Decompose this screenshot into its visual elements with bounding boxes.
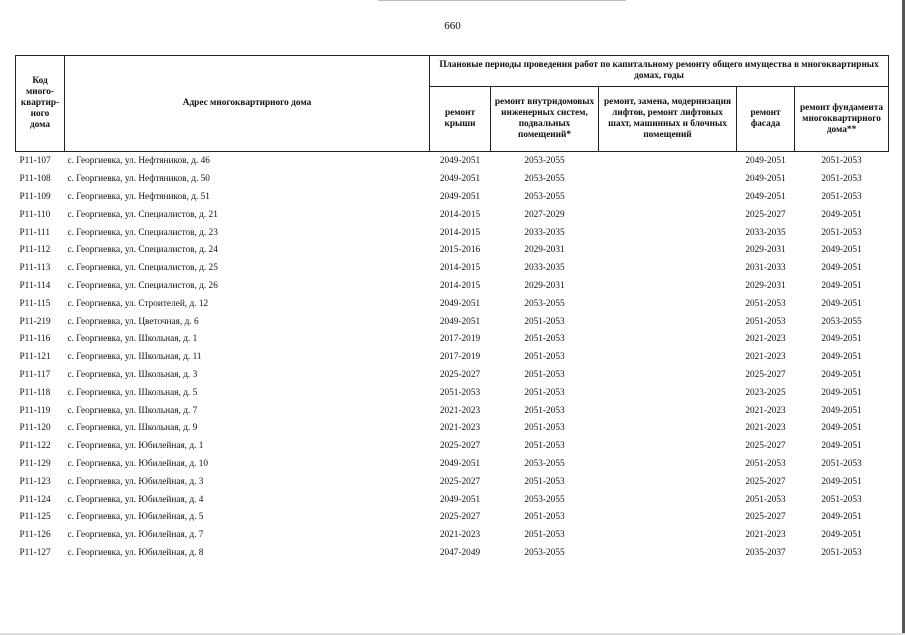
facade-period-cell: 2025-2027 xyxy=(745,441,786,452)
house-code-cell: P11-108 xyxy=(19,174,51,185)
address-cell: с. Георгиевка, ул. Строителей, д. 12 xyxy=(67,298,209,309)
roof-period-cell: 2014-2015 xyxy=(439,209,481,220)
foundation-period-cell: 2049-2051 xyxy=(821,352,862,363)
lifts-period-cell xyxy=(599,206,737,224)
address-cell: с. Георгиевка, ул. Юбилейная, д. 8 xyxy=(67,547,204,558)
table-row xyxy=(16,545,889,563)
foundation-period-cell: 2051-2053 xyxy=(821,547,862,558)
systems-repair-header: ремонт внутридомовых инженерных систем, подвальных помещений* xyxy=(491,87,599,152)
systems-period-cell: 2051-2053 xyxy=(524,512,565,523)
systems-period-cell: 2033-2035 xyxy=(524,227,565,238)
foundation-period-cell: 2049-2051 xyxy=(821,530,862,541)
lifts-period-cell xyxy=(599,456,737,474)
systems-period-cell: 2053-2055 xyxy=(524,191,565,202)
address-cell: с. Георгиевка, ул. Нефтяников, д. 51 xyxy=(67,191,210,202)
house-code-cell: P11-125 xyxy=(19,512,51,523)
house-code-cell: P11-117 xyxy=(19,369,51,380)
house-code-cell: P11-109 xyxy=(19,191,51,202)
page-number: 660 xyxy=(444,20,461,32)
systems-period-cell: 2027-2029 xyxy=(524,209,565,220)
lifts-period-cell xyxy=(599,473,737,491)
table-row xyxy=(16,224,889,242)
systems-period-cell: 2053-2055 xyxy=(524,494,565,505)
address-cell: с. Георгиевка, ул. Специалистов, д. 24 xyxy=(67,245,218,256)
house-code-cell: P11-121 xyxy=(19,352,51,363)
address-cell: с. Георгиевка, ул. Юбилейная, д. 10 xyxy=(67,458,209,469)
house-code-cell: P11-111 xyxy=(19,227,50,238)
facade-period-cell: 2023-2025 xyxy=(745,387,786,398)
house-code-cell: P11-119 xyxy=(19,405,51,416)
code-header: Код много- квартир- ного дома xyxy=(16,56,65,152)
address-cell: с. Георгиевка, ул. Специалистов, д. 21 xyxy=(67,209,218,220)
roof-period-cell: 2017-2019 xyxy=(439,334,481,345)
facade-period-cell: 2021-2023 xyxy=(745,405,786,416)
periods-group-header: Плановые периоды проведения работ по капитальному ремонту общего имущества в многоквартирных домах, годы xyxy=(430,56,889,87)
table-row xyxy=(16,206,889,224)
roof-period-cell: 2047-2049 xyxy=(439,547,481,558)
address-cell: с. Георгиевка, ул. Юбилейная, д. 5 xyxy=(67,512,204,523)
lifts-period-cell xyxy=(599,260,737,278)
house-code-cell: P11-127 xyxy=(19,547,51,558)
facade-period-cell: 2029-2031 xyxy=(745,280,786,291)
roof-period-cell: 2014-2015 xyxy=(439,227,481,238)
lifts-repair-header: ремонт, замена, модернизация лифтов, ремонт лифтовых шахт, машинных и блочных помещений xyxy=(599,87,737,152)
address-cell: с. Георгиевка, ул. Юбилейная, д. 7 xyxy=(67,530,204,541)
house-code-cell: P11-113 xyxy=(19,263,51,274)
table-row xyxy=(16,384,889,402)
foundation-period-cell: 2049-2051 xyxy=(821,245,862,256)
facade-period-cell: 2049-2051 xyxy=(745,191,786,202)
foundation-period-cell: 2049-2051 xyxy=(821,369,862,380)
house-code-cell: P11-124 xyxy=(19,494,51,505)
address-cell: с. Георгиевка, ул. Школьная, д. 7 xyxy=(67,405,198,416)
roof-period-cell: 2021-2023 xyxy=(439,405,481,416)
roof-period-cell: 2014-2015 xyxy=(439,263,481,274)
address-cell: с. Георгиевка, ул. Нефтяников, д. 46 xyxy=(67,156,210,167)
house-code-cell: P11-107 xyxy=(19,156,51,167)
foundation-period-cell: 2049-2051 xyxy=(821,334,862,345)
facade-period-cell: 2021-2023 xyxy=(745,530,786,541)
roof-period-cell: 2021-2023 xyxy=(439,530,481,541)
facade-period-cell: 2021-2023 xyxy=(745,352,786,363)
systems-period-cell: 2051-2053 xyxy=(524,423,565,434)
foundation-period-cell: 2049-2051 xyxy=(821,405,862,416)
facade-period-cell: 2025-2027 xyxy=(745,209,786,220)
lifts-period-cell xyxy=(599,420,737,438)
systems-period-cell: 2051-2053 xyxy=(524,441,565,452)
roof-period-cell: 2049-2051 xyxy=(439,191,481,202)
table-row xyxy=(16,242,889,260)
facade-period-cell: 2029-2031 xyxy=(745,245,786,256)
systems-period-cell: 2051-2053 xyxy=(524,316,565,327)
roof-period-cell: 2014-2015 xyxy=(439,280,481,291)
foundation-period-cell: 2049-2051 xyxy=(821,298,862,309)
facade-period-cell: 2035-2037 xyxy=(745,547,786,558)
house-code-cell: P11-129 xyxy=(19,458,51,469)
lifts-period-cell xyxy=(599,189,737,207)
table-row xyxy=(16,349,889,367)
facade-period-cell: 2021-2023 xyxy=(745,334,786,345)
systems-period-cell: 2053-2055 xyxy=(524,174,565,185)
lifts-period-cell xyxy=(599,224,737,242)
foundation-period-cell: 2049-2051 xyxy=(821,441,862,452)
address-cell: с. Георгиевка, ул. Юбилейная, д. 4 xyxy=(67,494,204,505)
house-code-cell: P11-110 xyxy=(19,209,51,220)
table-row xyxy=(16,420,889,438)
facade-period-cell: 2025-2027 xyxy=(745,476,786,487)
table-row xyxy=(16,313,889,331)
table-row xyxy=(16,367,889,385)
systems-period-cell: 2053-2055 xyxy=(524,156,565,167)
foundation-period-cell: 2051-2053 xyxy=(821,174,862,185)
facade-period-cell: 2021-2023 xyxy=(745,423,786,434)
lifts-period-cell xyxy=(599,402,737,420)
facade-repair-header: ремонт фасада xyxy=(737,87,795,152)
address-cell: с. Георгиевка, ул. Школьная, д. 9 xyxy=(67,423,198,434)
lifts-period-cell xyxy=(599,384,737,402)
facade-period-cell: 2051-2053 xyxy=(745,494,786,505)
roof-period-cell: 2049-2051 xyxy=(439,174,481,185)
systems-period-cell: 2051-2053 xyxy=(524,387,565,398)
roof-period-cell: 2025-2027 xyxy=(439,369,481,380)
lifts-period-cell xyxy=(599,331,737,349)
systems-period-cell: 2051-2053 xyxy=(524,405,565,416)
lifts-period-cell xyxy=(599,367,737,385)
house-code-cell: P11-116 xyxy=(19,334,51,345)
table-row xyxy=(16,402,889,420)
facade-period-cell: 2025-2027 xyxy=(745,369,786,380)
systems-period-cell: 2029-2031 xyxy=(524,280,565,291)
table-row xyxy=(16,509,889,527)
systems-period-cell: 2033-2035 xyxy=(524,263,565,274)
foundation-period-cell: 2051-2053 xyxy=(821,494,862,505)
lifts-period-cell xyxy=(599,152,737,171)
address-cell: с. Георгиевка, ул. Школьная, д. 11 xyxy=(67,352,202,363)
facade-period-cell: 2025-2027 xyxy=(745,512,786,523)
roof-period-cell: 2049-2051 xyxy=(439,494,481,505)
roof-period-cell: 2025-2027 xyxy=(439,512,481,523)
house-code-cell: P11-126 xyxy=(19,530,51,541)
address-cell: с. Георгиевка, ул. Школьная, д. 3 xyxy=(67,369,198,380)
foundation-period-cell: 2049-2051 xyxy=(821,280,862,291)
table-row xyxy=(16,491,889,509)
roof-period-cell: 2021-2023 xyxy=(439,423,481,434)
lifts-period-cell xyxy=(599,242,737,260)
lifts-period-cell xyxy=(599,349,737,367)
systems-period-cell: 2051-2053 xyxy=(524,352,565,363)
house-code-cell: P11-115 xyxy=(19,298,51,309)
roof-period-cell: 2049-2051 xyxy=(439,316,481,327)
foundation-period-cell: 2049-2051 xyxy=(821,423,862,434)
capital-repair-table xyxy=(15,55,889,562)
foundation-period-cell: 2051-2053 xyxy=(821,191,862,202)
top-scan-marks xyxy=(378,0,626,4)
address-cell: с. Георгиевка, ул. Юбилейная, д. 1 xyxy=(67,441,204,452)
house-code-cell: P11-122 xyxy=(19,441,51,452)
foundation-repair-header: ремонт фундамента многоквартирного дома** xyxy=(795,87,889,152)
lifts-period-cell xyxy=(599,509,737,527)
systems-period-cell: 2051-2053 xyxy=(524,530,565,541)
systems-period-cell: 2029-2031 xyxy=(524,245,565,256)
foundation-period-cell: 2051-2053 xyxy=(821,458,862,469)
facade-period-cell: 2031-2033 xyxy=(745,263,786,274)
lifts-period-cell xyxy=(599,527,737,545)
lifts-period-cell xyxy=(599,545,737,563)
address-cell: с. Георгиевка, ул. Школьная, д. 1 xyxy=(67,334,198,345)
address-cell: с. Георгиевка, ул. Школьная, д. 5 xyxy=(67,387,198,398)
facade-period-cell: 2033-2035 xyxy=(745,227,786,238)
roof-period-cell: 2049-2051 xyxy=(439,298,481,309)
facade-period-cell: 2051-2053 xyxy=(745,458,786,469)
address-header: Адрес многоквартирного дома xyxy=(65,56,430,152)
table-row xyxy=(16,527,889,545)
foundation-period-cell: 2049-2051 xyxy=(821,476,862,487)
roof-period-cell: 2025-2027 xyxy=(439,476,481,487)
roof-period-cell: 2049-2051 xyxy=(439,458,481,469)
foundation-period-cell: 2049-2051 xyxy=(821,209,862,220)
facade-period-cell: 2049-2051 xyxy=(745,174,786,185)
systems-period-cell: 2051-2053 xyxy=(524,369,565,380)
address-cell: с. Георгиевка, ул. Специалистов, д. 25 xyxy=(67,263,218,274)
systems-period-cell: 2053-2055 xyxy=(524,458,565,469)
foundation-period-cell: 2051-2053 xyxy=(821,156,862,167)
house-code-cell: P11-120 xyxy=(19,423,51,434)
systems-period-cell: 2051-2053 xyxy=(524,476,565,487)
table-row xyxy=(16,456,889,474)
house-code-cell: P11-118 xyxy=(19,387,51,398)
table-row xyxy=(16,331,889,349)
facade-period-cell: 2051-2053 xyxy=(745,316,786,327)
roof-repair-header: ремонт крыши xyxy=(430,87,491,152)
address-cell: с. Георгиевка, ул. Цветочная, д. 6 xyxy=(67,316,199,327)
house-code-cell: P11-219 xyxy=(19,316,51,327)
roof-period-cell: 2051-2053 xyxy=(439,387,481,398)
house-code-cell: P11-112 xyxy=(19,245,51,256)
foundation-period-cell: 2049-2051 xyxy=(821,263,862,274)
foundation-period-cell: 2049-2051 xyxy=(821,387,862,398)
lifts-period-cell xyxy=(599,278,737,296)
foundation-period-cell: 2053-2055 xyxy=(821,316,862,327)
systems-period-cell: 2051-2053 xyxy=(524,334,565,345)
address-cell: с. Георгиевка, ул. Специалистов, д. 26 xyxy=(67,280,218,291)
house-code-cell: P11-123 xyxy=(19,476,51,487)
lifts-period-cell xyxy=(599,295,737,313)
systems-period-cell: 2053-2055 xyxy=(524,298,565,309)
table-row xyxy=(16,171,889,189)
lifts-period-cell xyxy=(599,438,737,456)
address-cell: с. Георгиевка, ул. Юбилейная, д. 3 xyxy=(67,476,204,487)
table-row xyxy=(16,278,889,296)
facade-period-cell: 2049-2051 xyxy=(745,156,786,167)
table-body xyxy=(16,152,889,563)
address-cell: с. Георгиевка, ул. Нефтяников, д. 50 xyxy=(67,174,210,185)
roof-period-cell: 2017-2019 xyxy=(439,352,481,363)
roof-period-cell: 2025-2027 xyxy=(439,441,481,452)
facade-period-cell: 2051-2053 xyxy=(745,298,786,309)
table-row xyxy=(16,295,889,313)
table-row xyxy=(16,189,889,207)
table-row xyxy=(16,152,889,171)
table-row xyxy=(16,473,889,491)
lifts-period-cell xyxy=(599,171,737,189)
table-row xyxy=(16,260,889,278)
table-row xyxy=(16,438,889,456)
house-code-cell: P11-114 xyxy=(19,280,51,291)
foundation-period-cell: 2051-2053 xyxy=(821,227,862,238)
systems-period-cell: 2053-2055 xyxy=(524,547,565,558)
foundation-period-cell: 2049-2051 xyxy=(821,512,862,523)
roof-period-cell: 2049-2051 xyxy=(439,156,481,167)
lifts-period-cell xyxy=(599,313,737,331)
lifts-period-cell xyxy=(599,491,737,509)
roof-period-cell: 2015-2016 xyxy=(439,245,481,256)
address-cell: с. Георгиевка, ул. Специалистов, д. 23 xyxy=(67,227,218,238)
